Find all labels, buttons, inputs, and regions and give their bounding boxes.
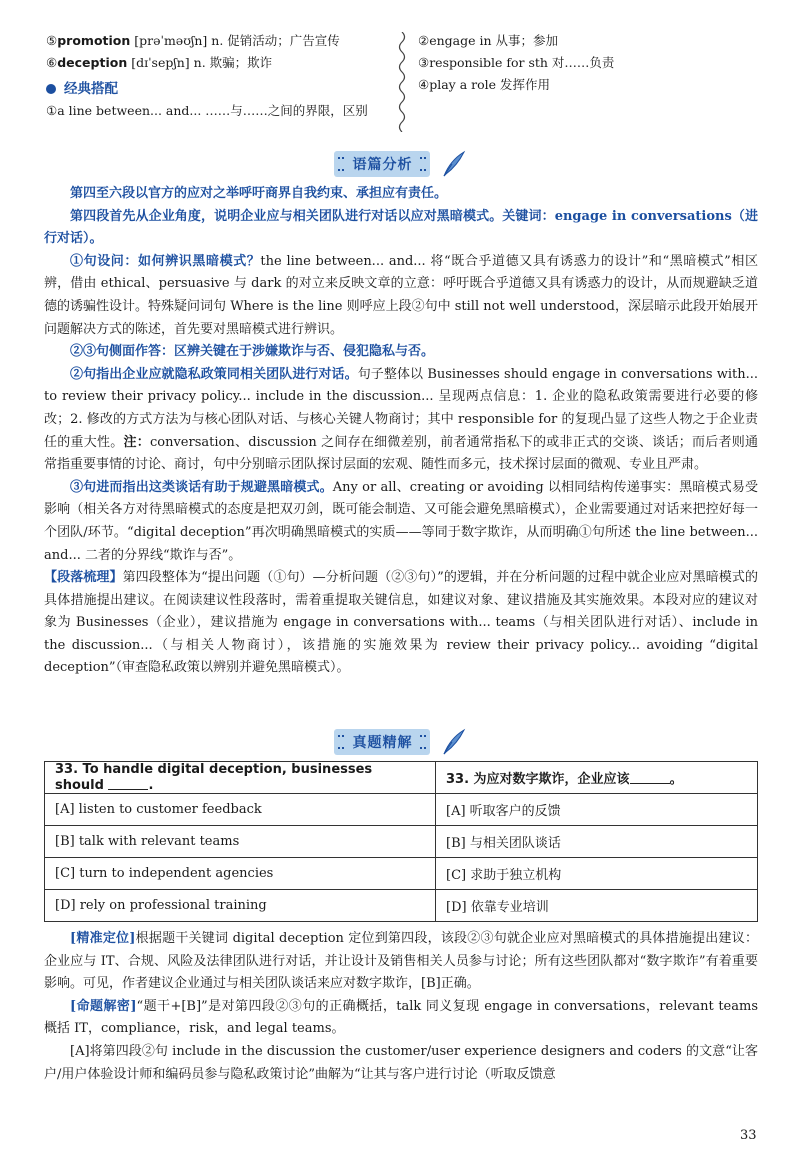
table-header-row bbox=[45, 762, 758, 794]
option-en: [D] rely on professional training bbox=[45, 890, 436, 922]
table-row bbox=[45, 826, 758, 858]
paragraph bbox=[44, 183, 758, 206]
vocab-number: ⑥ bbox=[46, 55, 58, 70]
option-zh: [C] 求助于独立机构 bbox=[436, 858, 758, 890]
paragraph bbox=[44, 251, 758, 341]
question-table bbox=[44, 761, 758, 922]
vocab-phonetic: [prəˈməʊʃn] bbox=[134, 33, 208, 48]
collocation-item: ②engage in 从事；参加 bbox=[418, 33, 559, 48]
vocab-section bbox=[46, 30, 756, 140]
wavy-divider-icon bbox=[396, 32, 408, 132]
option-en: [C] turn to independent agencies bbox=[45, 858, 436, 890]
body-text: Any or all、creating or avoiding 以相同结构传递事实：黑暗模式易受影响（相关各方对待黑暗模式的态度是把双刃剑，既可能会制造、又可能会避免黑暗模式），企业需要通过对话来把控好每一个团队/环节。“digital deception”再次明确黑暗模式的实质——等同于数字欺诈，从而明确①句所述 the line between... and... 二者的分界线“欺诈与否”。 bbox=[44, 479, 758, 563]
table-row bbox=[45, 858, 758, 890]
option-zh: [D] 依靠专业培训 bbox=[436, 890, 758, 922]
option-en: [B] talk with relevant teams bbox=[45, 826, 436, 858]
body-text: 注： bbox=[123, 434, 150, 450]
vocab-right-column bbox=[418, 30, 748, 96]
body-text: 第四段整体为“提出问题（①句）—分析问题（②③句）”的逻辑，并在分析问题的过程中就企业应对黑暗模式的具体措施提出建议。在阅读建议性段落时，需着重提取关键信息，如建议对象、建议措施及其实施效果。本段对应的建议对象为 Businesses（企业），建议措施为 engage in conversations with... teams（与相关团队进行对话）、include in the discussion...（与相关人物商讨），该措施的实施效果为 review their privacy policy... avoiding “digital deception”（审查隐私政策以辨别并避免黑暗模式）。 bbox=[44, 570, 758, 676]
highlight-text: ①句设问：如何辨识黑暗模式？ bbox=[70, 253, 261, 269]
table-row bbox=[45, 794, 758, 826]
category-title: 经典搭配 bbox=[64, 81, 118, 97]
category-heading bbox=[46, 78, 386, 100]
vocab-left-column bbox=[46, 30, 386, 122]
highlight-text: [精准定位] bbox=[70, 931, 136, 946]
quill-pen-icon bbox=[440, 150, 466, 178]
question-en: 33. To handle digital deception, businesses should . bbox=[45, 762, 436, 794]
collocation-item: ③responsible for sth 对……负责 bbox=[418, 55, 615, 70]
highlight-text: ③句进而指出这类谈话有助于规避黑暗模式。 bbox=[70, 479, 333, 495]
highlight-text: ②③句侧面作答：区辨关键在于涉嫌欺诈与否、侵犯隐私与否。 bbox=[70, 344, 435, 360]
page-number: 33 bbox=[740, 1128, 757, 1143]
answer-blank bbox=[108, 777, 148, 790]
paragraph bbox=[44, 477, 758, 567]
collocation-item: ①a line between... and... ……与……之间的界限，区别 bbox=[46, 103, 368, 118]
body-text: “题干+[B]”是对第四段②③句的正确概括，talk 同义复现 engage in conversations，relevant teams 概括 IT，compliance，risk，and legal teams。 bbox=[44, 998, 758, 1037]
highlight-text: 第四至六段以官方的应对之举呼吁商界自我约束、承担应有责任。 bbox=[70, 186, 448, 201]
banner-title: 语篇分析 bbox=[334, 151, 430, 177]
paragraph bbox=[44, 996, 758, 1041]
question-zh: 33. 为应对数字欺诈，企业应该 。 bbox=[436, 762, 758, 794]
paragraph bbox=[44, 364, 758, 477]
vocab-phonetic: [dɪˈsepʃn] bbox=[131, 55, 190, 70]
option-zh: [B] 与相关团队谈话 bbox=[436, 826, 758, 858]
section-banner-analysis bbox=[0, 150, 800, 182]
option-zh: [A] 听取客户的反馈 bbox=[436, 794, 758, 826]
highlight-text: [命题解密] bbox=[70, 998, 137, 1014]
collocation-item: ④play a role 发挥作用 bbox=[418, 77, 550, 92]
body-text: 根据题干关键词 digital deception 定位到第四段，该段②③句就企业应对黑暗模式的具体措施提出建议：企业应与 IT、合规、风险及法律团队进行对话，并让设计及销售相关人员参与讨论；所有这些团队都对“数字欺诈”有着重要影响。可见，作者建议企业通过与相关团队谈话来应对数字欺诈，[B]正确。 bbox=[44, 931, 758, 992]
vocab-definition: n. 欺骗；欺诈 bbox=[193, 55, 273, 70]
paragraph bbox=[44, 928, 758, 996]
vocab-word: promotion bbox=[57, 33, 131, 48]
bullet-dot-icon bbox=[46, 84, 56, 94]
highlight-text: 【段落梳理】 bbox=[44, 570, 123, 586]
paragraph bbox=[44, 206, 758, 251]
paragraph bbox=[44, 567, 758, 680]
body-text: conversation、discussion 之间存在细微差别，前者通常指私下的或非正式的交谈、谈话；而后者则通常指重要事情的讨论、商讨，句中分别暗示团队探讨层面的宏观、随性而多元，技术探讨层面的微观、专业且严肃。 bbox=[44, 434, 758, 473]
body-text: the line between... and... 将“既合乎道德又具有诱惑力的设计”和“黑暗模式”相区辨，借由 ethical、persuasive 与 dark 的对立来反映文章的立意：呼吁既合乎道德又具有诱惑力的设计，从而规避缺乏道德的诱骗性设计。特殊疑问词句 Where is the line 则呼应上段②句中 still not well understood，深层暗示此段开始展开问题解决方式的陈述，首先要对黑暗模式进行辨识。 bbox=[44, 253, 758, 337]
vocab-item bbox=[46, 52, 386, 74]
answer-blank bbox=[630, 771, 670, 784]
paragraph bbox=[44, 341, 758, 364]
table-row bbox=[45, 890, 758, 922]
highlight-text: 第四段首先从企业角度，说明企业应与相关团队进行对话以应对黑暗模式。关键词：engage in conversations（进行对话）。 bbox=[44, 208, 758, 247]
vocab-number: ⑤ bbox=[46, 33, 58, 48]
analysis-body bbox=[44, 183, 758, 680]
banner-title: 真题精解 bbox=[334, 729, 430, 755]
paragraph bbox=[44, 1041, 758, 1086]
explanation-body bbox=[44, 928, 758, 1086]
body-text: [A]将第四段②句 include in the discussion the customer/user experience designers and coders 的文意“让客户/用户体验设计师和编码员参与隐私政策讨论”曲解为“让其与客户进行讨论（听取反馈意 bbox=[44, 1043, 758, 1082]
quill-pen-icon bbox=[440, 728, 466, 756]
vocab-definition: n. 促销活动；广告宣传 bbox=[211, 33, 340, 48]
vocab-item bbox=[46, 30, 386, 52]
body-text: 句子整体以 Businesses should engage in conversations with... to review their privacy policy... include in the discussion... 呈现两点信息：1. 企业的隐私政策需要进行必要的修改；2. 修改的方式方法为与核心团队对话、与核心关键人物商讨；其中 responsible for 的复现凸显了这些人物之于企业责任的重大性。 bbox=[44, 366, 758, 450]
section-banner-questions bbox=[0, 728, 800, 760]
highlight-text: ②句指出企业应就隐私政策同相关团队进行对话。 bbox=[70, 366, 358, 382]
vocab-word: deception bbox=[57, 55, 128, 70]
option-en: [A] listen to customer feedback bbox=[45, 794, 436, 826]
